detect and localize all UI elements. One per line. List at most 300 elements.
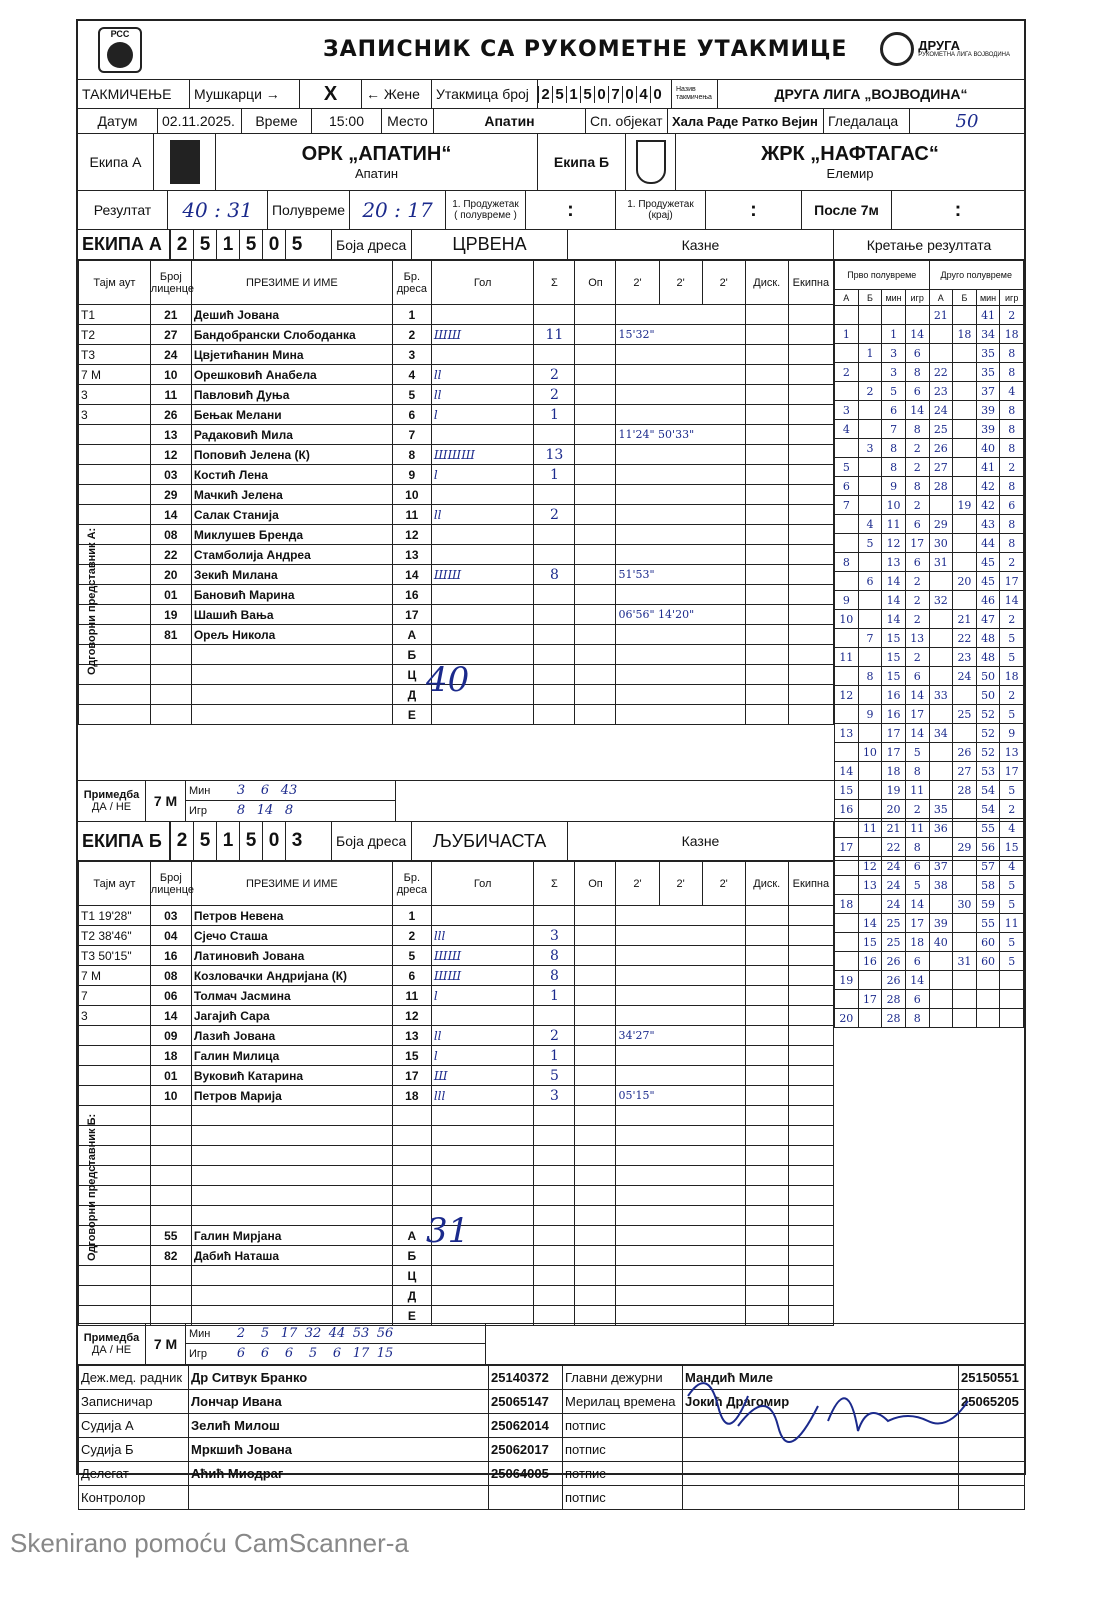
team-penalty-cell (788, 385, 833, 405)
goal-sum: 1 (534, 1046, 575, 1066)
disqualification-cell (745, 705, 788, 725)
flow-cell (835, 705, 859, 724)
jersey-number: А (392, 1226, 431, 1246)
flow-cell: 31 (929, 553, 953, 572)
flow-cell (858, 648, 882, 667)
warning-cell (575, 926, 616, 946)
warning-cell (575, 545, 616, 565)
column-header: Гол (431, 862, 534, 906)
team-penalty-cell (788, 1286, 833, 1306)
jersey-number: 13 (392, 1026, 431, 1046)
goal-tally: l (431, 405, 534, 425)
suspension-cell (616, 1006, 745, 1026)
timeout-cell: T3 50'15" (79, 946, 151, 966)
warning-cell (575, 1226, 616, 1246)
player-row (79, 505, 834, 525)
time-value: 15:00 (312, 109, 382, 133)
warning-cell (575, 1246, 616, 1266)
timeout-cell (79, 1046, 151, 1066)
flow-cell (953, 420, 977, 439)
official-role-2: Мерилац времена (563, 1390, 683, 1414)
timeout-cell (79, 465, 151, 485)
jersey-number: 3 (392, 345, 431, 365)
team-b-7m-label: 7 M (146, 1324, 186, 1364)
disqualification-cell (745, 1266, 788, 1286)
flow-cell: 2 (905, 572, 929, 591)
flow-subheader: А (929, 290, 953, 306)
goal-tally (431, 705, 534, 725)
goal-sum: 1 (534, 405, 575, 425)
jersey-number (392, 1126, 431, 1146)
warning-cell (575, 986, 616, 1006)
flow-cell: 39 (976, 420, 1000, 439)
suspension-cell (616, 986, 745, 1006)
player-row (79, 385, 834, 405)
flow-cell: 7 (858, 629, 882, 648)
match-number-digit: 2 (538, 86, 552, 103)
disqualification-cell (745, 1006, 788, 1026)
flow-cell: 39 (976, 401, 1000, 420)
goal-tally: l (431, 465, 534, 485)
team-a-total-goals: 40 (426, 660, 470, 700)
player-name: Салак Станија (191, 505, 392, 525)
team-penalty-cell (788, 485, 833, 505)
suspension-cell (616, 505, 745, 525)
license-cell (150, 1146, 191, 1166)
goal-tally: ll (431, 1026, 534, 1046)
after-7m-value: : (954, 198, 962, 221)
team-penalty-cell (788, 665, 833, 685)
team-penalty-cell (788, 585, 833, 605)
suspension-cell (616, 445, 745, 465)
flow-row (835, 534, 1024, 553)
flow-cell (953, 382, 977, 401)
team-a-7m-min: 3 (236, 783, 246, 798)
flow-cell: 1 (882, 325, 906, 344)
flow-cell (953, 591, 977, 610)
goal-sum: 1 (534, 986, 575, 1006)
jersey-number: Д (392, 685, 431, 705)
official-role: Записничар (79, 1390, 189, 1414)
flow-cell (858, 610, 882, 629)
flow-cell: 48 (976, 648, 1000, 667)
flow-cell: 20 (882, 800, 906, 819)
suspension-cell: 15'32" (616, 325, 745, 345)
player-name: Бењак Мелани (191, 405, 392, 425)
flow-cell: 40 (929, 933, 953, 952)
flow-subheader: мин (882, 290, 906, 306)
license-cell: 08 (150, 966, 191, 986)
flow-cell: 2 (905, 800, 929, 819)
flow-cell: 13 (882, 553, 906, 572)
women-label: ← Жене (362, 80, 432, 108)
flow-cell: 14 (905, 971, 929, 990)
date-row (78, 109, 1024, 134)
flow-cell (835, 572, 859, 591)
team-penalty-cell (788, 445, 833, 465)
disqualification-cell (745, 986, 788, 1006)
flow-cell: 54 (976, 800, 1000, 819)
column-header: 2' (616, 862, 659, 906)
disqualification-cell (745, 545, 788, 565)
disqualification-cell (745, 1206, 788, 1226)
flow-cell: 8 (1000, 534, 1024, 553)
goal-sum (534, 605, 575, 625)
flow-cell: 25 (882, 933, 906, 952)
flow-cell: 16 (858, 952, 882, 971)
flow-cell: 2 (1000, 610, 1024, 629)
disqualification-cell (745, 1046, 788, 1066)
goal-sum (534, 1286, 575, 1306)
license-cell (150, 1186, 191, 1206)
team-b-7m-igr: 6 (332, 1346, 342, 1361)
goal-sum (534, 625, 575, 645)
license-cell (150, 1126, 191, 1146)
jersey-number: Б (392, 645, 431, 665)
timeout-cell (79, 1086, 151, 1106)
license-cell (150, 705, 191, 725)
flow-cell (858, 325, 882, 344)
flow-cell: 5 (1000, 629, 1024, 648)
license-cell (150, 1206, 191, 1226)
column-header: Број лиценце (150, 862, 191, 906)
official-name: Зелић Милош (189, 1414, 489, 1438)
flow-cell: 27 (929, 458, 953, 477)
player-name: Петров Невена (191, 906, 392, 926)
official-role: Делегат (79, 1462, 189, 1486)
suspension-cell (616, 1246, 745, 1266)
flow-cell: 5 (858, 534, 882, 553)
flow-cell: 5 (882, 382, 906, 401)
team-code-digit: 3 (285, 822, 308, 860)
column-header: 2' (702, 261, 745, 305)
flow-cell: 11 (858, 819, 882, 838)
flow-cell (858, 781, 882, 800)
team-penalty-cell (788, 685, 833, 705)
flow-cell (953, 534, 977, 553)
license-cell: 14 (150, 505, 191, 525)
flow-cell (882, 306, 906, 325)
player-name: Орељ Никола (191, 625, 392, 645)
license-cell: 24 (150, 345, 191, 365)
jersey-number: 5 (392, 385, 431, 405)
license-cell: 10 (150, 1086, 191, 1106)
sheet-header (78, 21, 1024, 80)
suspension-cell (616, 1106, 745, 1126)
flow-cell: 10 (835, 610, 859, 629)
flow-cell: 30 (953, 895, 977, 914)
flow-cell (929, 762, 953, 781)
team-a-yes-no: ДА / НЕ (91, 801, 132, 813)
player-name: Поповић Јелена (К) (191, 445, 392, 465)
warning-cell (575, 565, 616, 585)
flow-cell: 8 (858, 667, 882, 686)
flow-cell: 3 (882, 363, 906, 382)
team-penalty-cell (788, 1306, 833, 1326)
flow-cell: 52 (976, 743, 1000, 762)
flow-row (835, 686, 1024, 705)
player-name: Толмач Јасмина (191, 986, 392, 1006)
team-penalty-cell (788, 1126, 833, 1146)
timeout-cell: T2 38'46" (79, 926, 151, 946)
team-b-7m-igr: 15 (376, 1346, 394, 1361)
license-cell: 19 (150, 605, 191, 625)
team-penalty-cell (788, 986, 833, 1006)
flow-cell: 24 (882, 876, 906, 895)
flow-cell (858, 496, 882, 515)
player-name (191, 665, 392, 685)
flow-cell: 18 (882, 762, 906, 781)
player-name: Цвјетићанин Мина (191, 345, 392, 365)
timeout-cell (79, 705, 151, 725)
timeout-cell (79, 1266, 151, 1286)
license-cell (150, 665, 191, 685)
suspension-cell: 51'53" (616, 565, 745, 585)
disqualification-cell (745, 906, 788, 926)
flow-cell: 8 (905, 1009, 929, 1028)
jersey-number: 18 (392, 1086, 431, 1106)
flow-cell: 37 (929, 857, 953, 876)
team-penalty-cell (788, 1026, 833, 1046)
category-mark: X (300, 80, 362, 108)
flow-cell: 5 (1000, 895, 1024, 914)
team-b-yes-no: ДА / НЕ (91, 1344, 132, 1356)
timeout-cell (79, 505, 151, 525)
suspension-cell (616, 405, 745, 425)
jersey-number: 16 (392, 585, 431, 605)
team-b-7m-min: 56 (376, 1326, 394, 1341)
player-name (191, 1106, 392, 1126)
suspension-cell (616, 946, 745, 966)
license-cell (150, 1166, 191, 1186)
warning-cell (575, 946, 616, 966)
suspension-cell: 34'27" (616, 1026, 745, 1046)
column-header: Диск. (745, 862, 788, 906)
flow-cell (858, 591, 882, 610)
goal-sum (534, 1166, 575, 1186)
player-name (191, 1186, 392, 1206)
team-penalty-cell (788, 425, 833, 445)
match-number-digit: 5 (552, 86, 566, 103)
player-row (79, 1166, 834, 1186)
suspension-cell (616, 1066, 745, 1086)
flow-cell: 47 (976, 610, 1000, 629)
player-row (79, 1046, 834, 1066)
team-code-digit: 0 (262, 822, 285, 860)
goal-sum: 2 (534, 365, 575, 385)
jersey-number: Ц (392, 1266, 431, 1286)
suspension-cell (616, 545, 745, 565)
license-cell: 08 (150, 525, 191, 545)
flow-cell (929, 838, 953, 857)
goal-sum: 11 (534, 325, 575, 345)
team-penalty-cell (788, 405, 833, 425)
flow-cell: 28 (882, 990, 906, 1009)
player-row (79, 1186, 834, 1206)
flow-cell: 15 (835, 781, 859, 800)
flow-cell: 14 (905, 724, 929, 743)
player-name (191, 1206, 392, 1226)
place-label: Место (382, 109, 434, 133)
flow-cell: 14 (835, 762, 859, 781)
player-name (191, 1266, 392, 1286)
flow-row (835, 515, 1024, 534)
goal-sum: 8 (534, 946, 575, 966)
license-cell: 06 (150, 986, 191, 1006)
flow-cell: 14 (905, 686, 929, 705)
team-penalty-cell (788, 946, 833, 966)
license-cell: 09 (150, 1026, 191, 1046)
player-row (79, 705, 834, 725)
flow-row (835, 344, 1024, 363)
goal-sum (534, 685, 575, 705)
team-penalty-cell (788, 465, 833, 485)
flow-cell: 41 (976, 458, 1000, 477)
license-cell: 22 (150, 545, 191, 565)
flow-cell: 17 (1000, 762, 1024, 781)
column-header: 2' (659, 261, 702, 305)
flow-cell: 33 (929, 686, 953, 705)
flow-cell (835, 344, 859, 363)
flow-cell: 9 (1000, 724, 1024, 743)
goal-tally (431, 1266, 534, 1286)
suspension-cell (616, 1306, 745, 1326)
jersey-number: 17 (392, 605, 431, 625)
disqualification-cell (745, 625, 788, 645)
goal-tally: ШШ (431, 325, 534, 345)
flow-cell: 17 (905, 534, 929, 553)
disqualification-cell (745, 405, 788, 425)
suspension-cell: 06'56" 14'20" (616, 605, 745, 625)
jersey-number: Е (392, 1306, 431, 1326)
warning-cell (575, 465, 616, 485)
goal-tally (431, 305, 534, 325)
disqualification-cell (745, 1086, 788, 1106)
flow-cell: 12 (882, 534, 906, 553)
license-cell: 01 (150, 1066, 191, 1086)
flow-cell (929, 610, 953, 629)
column-header: Бр. дреса (392, 261, 431, 305)
flow-cell: 9 (835, 591, 859, 610)
team-penalty-cell (788, 1046, 833, 1066)
goal-tally (431, 485, 534, 505)
timeout-cell: T2 (79, 325, 151, 345)
player-row (79, 1266, 834, 1286)
flow-cell: 11 (905, 781, 929, 800)
flow-cell (858, 477, 882, 496)
suspension-cell (616, 1286, 745, 1306)
suspension-cell (616, 365, 745, 385)
flow-cell: 11 (905, 819, 929, 838)
goal-tally (431, 1106, 534, 1126)
flow-cell: 17 (882, 724, 906, 743)
suspension-cell (616, 1226, 745, 1246)
team-b-table (78, 861, 834, 1326)
jersey-number: 12 (392, 1006, 431, 1026)
flow-cell: 26 (882, 952, 906, 971)
team-penalty-cell (788, 545, 833, 565)
suspension-cell (616, 1186, 745, 1206)
flow-cell (835, 306, 859, 325)
suspension-cell (616, 465, 745, 485)
flow-cell: 21 (929, 306, 953, 325)
flow-row (835, 325, 1024, 344)
official-signatures-icon (678, 1366, 1008, 1446)
player-name (191, 705, 392, 725)
team-b-code (170, 822, 332, 860)
flow-cell: 53 (976, 762, 1000, 781)
goal-tally (431, 625, 534, 645)
disqualification-cell (745, 665, 788, 685)
flow-cell (929, 344, 953, 363)
team-penalty-cell (788, 1146, 833, 1166)
team-b-representative-label: Одговорни представник Б: (86, 1113, 98, 1261)
flow-cell (929, 667, 953, 686)
team-a-heading: ЕКИПА А (78, 230, 170, 259)
disqualification-cell (745, 565, 788, 585)
ball-icon (107, 42, 133, 68)
flow-row (835, 458, 1024, 477)
player-row (79, 1146, 834, 1166)
goal-sum (534, 525, 575, 545)
flow-cell: 58 (976, 876, 1000, 895)
jersey-number: 4 (392, 365, 431, 385)
goal-tally (431, 605, 534, 625)
flow-cell (835, 534, 859, 553)
goal-sum (534, 585, 575, 605)
flow-subheader: игр (1000, 290, 1024, 306)
document-title: ЗАПИСНИК СА РУКОМЕТНЕ УТАКМИЦЕ (323, 37, 848, 62)
team-a-jersey-label: Боја дреса (332, 230, 412, 259)
flow-cell: 29 (929, 515, 953, 534)
flow-cell: 15 (1000, 838, 1024, 857)
flow-subheader: мин (976, 290, 1000, 306)
warning-cell (575, 1006, 616, 1026)
flow-cell: 24 (882, 895, 906, 914)
flow-cell (953, 306, 977, 325)
disqualification-cell (745, 465, 788, 485)
flow-row (835, 420, 1024, 439)
flow-cell: 15 (858, 933, 882, 952)
goal-tally: ll (431, 385, 534, 405)
goal-sum: 3 (534, 1086, 575, 1106)
competition-name-label: Назив такмичења (672, 80, 718, 108)
result-label: Резултат (78, 191, 168, 229)
jersey-number: 17 (392, 1066, 431, 1086)
suspension-cell (616, 345, 745, 365)
team-b-roster (78, 861, 1024, 1324)
jersey-number (392, 1166, 431, 1186)
spectators-value: 50 (955, 110, 979, 132)
column-header: Σ (534, 862, 575, 906)
flow-cell: 59 (976, 895, 1000, 914)
flow-cell: 26 (929, 439, 953, 458)
official-name-2 (683, 1462, 959, 1486)
timeout-cell (79, 685, 151, 705)
goal-tally (431, 425, 534, 445)
disqualification-cell (745, 1286, 788, 1306)
goal-tally: ШШШ (431, 445, 534, 465)
flow-cell: 17 (905, 914, 929, 933)
official-role-2: потпис (563, 1414, 683, 1438)
warning-cell (575, 525, 616, 545)
goal-tally: ШШ (431, 946, 534, 966)
player-row (79, 1286, 834, 1306)
goal-tally: l (431, 1046, 534, 1066)
flow-row (835, 496, 1024, 515)
extension2-value: : (706, 191, 802, 229)
official-license-2: 25150551 (959, 1366, 1025, 1390)
